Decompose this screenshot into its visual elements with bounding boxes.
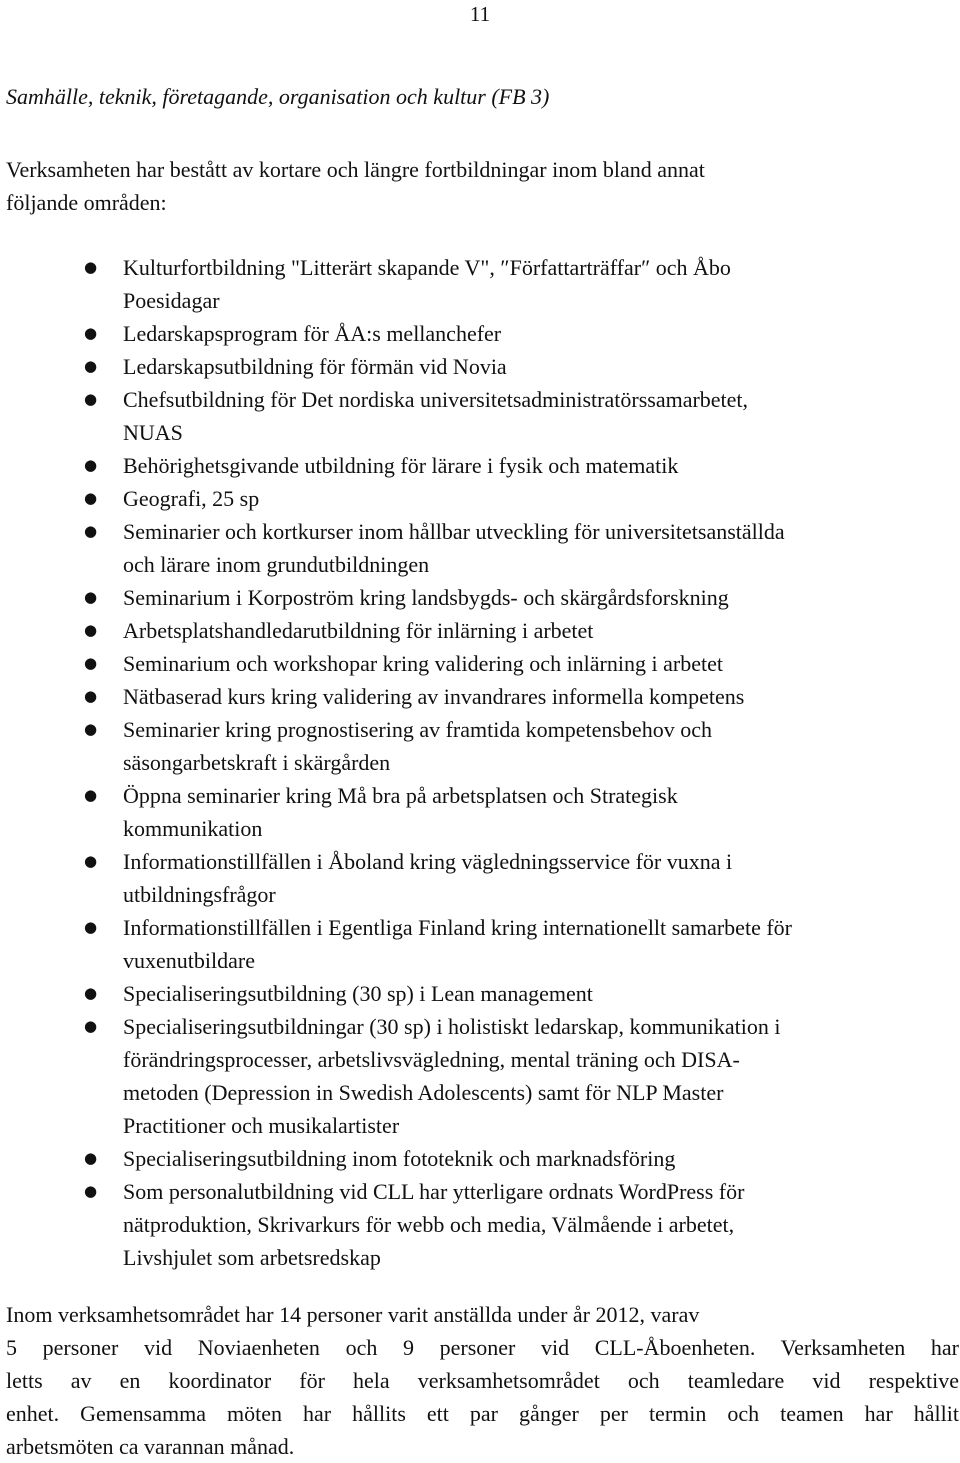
list-item (0, 317, 960, 350)
list-item (0, 614, 960, 647)
staffing-paragraph (6, 1298, 959, 1463)
list-item-text: Arbetsplatshandledarutbildning för inlärning i arbetet (123, 618, 594, 643)
list-item-text: utbildningsfrågor (123, 882, 276, 907)
list-item-text: Chefsutbildning för Det nordiska universitetsadministratörssamarbetet, (123, 387, 749, 412)
list-item-text: Practitioner och musikalartister (123, 1113, 400, 1138)
list-item-text: Seminarier och kortkurser inom hållbar utveckling för universitetsanställda (123, 519, 785, 544)
list-item (0, 713, 960, 779)
intro-line: följande områden: (6, 190, 167, 215)
bullet-icon: ● (84, 324, 98, 342)
bullet-icon: ● (84, 522, 98, 540)
list-item-text: säsongarbetskraft i skärgården (123, 750, 391, 775)
list-item (0, 449, 960, 482)
list-item-text: Poesidagar (123, 288, 220, 313)
list-item (0, 581, 960, 614)
list-item-text: metoden (Depression in Swedish Adolescents) samt för NLP Master (123, 1080, 724, 1105)
list-item (0, 383, 960, 449)
list-item (0, 515, 960, 581)
bullet-icon: ● (84, 489, 98, 507)
training-areas-list (0, 251, 960, 1274)
bullet-icon: ● (84, 654, 98, 672)
list-item (0, 1175, 960, 1274)
list-item-text: kommunikation (123, 816, 263, 841)
list-item-text: Informationstillfällen i Åboland kring vägledningsservice för vuxna i (123, 849, 733, 874)
list-item-text: Geografi, 25 sp (123, 486, 260, 511)
list-item-text: Kulturfortbildning "Litterärt skapande V", ″Författarträffar″ och Åbo (123, 255, 731, 280)
list-item (0, 1142, 960, 1175)
list-item-text: Seminarium i Korpoström kring landsbygds- och skärgårdsforskning (123, 585, 729, 610)
bullet-icon: ● (84, 621, 98, 639)
list-item (0, 350, 960, 383)
list-item-text: Livshjulet som arbetsredskap (123, 1245, 381, 1270)
bullet-icon: ● (84, 258, 98, 276)
list-item (0, 911, 960, 977)
bullet-icon: ● (84, 687, 98, 705)
list-item-text: Seminarium och workshopar kring validering och inlärning i arbetet (123, 651, 723, 676)
list-item-text: Som personalutbildning vid CLL har ytterligare ordnats WordPress för (123, 1179, 745, 1204)
page-number: 11 (469, 2, 491, 26)
list-item-text: Specialiseringsutbildning inom fototeknik och marknadsföring (123, 1146, 676, 1171)
list-item-text: Behörighetsgivande utbildning för lärare i fysik och matematik (123, 453, 679, 478)
staffing-line: arbetsmöten ca varannan månad. (6, 1434, 295, 1459)
list-item-text: förändringsprocesser, arbetslivsvägledning, mental träning och DISA- (123, 1047, 740, 1072)
list-item-text: nätproduktion, Skrivarkurs för webb och media, Välmående i arbetet, (123, 1212, 735, 1237)
list-item (0, 680, 960, 713)
bullet-icon: ● (84, 1149, 98, 1167)
list-item-text: Ledarskapsutbildning för förmän vid Novia (123, 354, 507, 379)
list-item (0, 845, 960, 911)
bullet-icon: ● (84, 456, 98, 474)
list-item-text: NUAS (123, 420, 183, 445)
intro-paragraph (6, 153, 886, 219)
staffing-line: 5 personer vid Noviaenheten och 9 personer vid CLL-Åboenheten. Verksamheten har (6, 1335, 959, 1360)
staffing-line: letts av en koordinator för hela verksamhetsområdet och teamledare vid respektive (6, 1368, 959, 1393)
bullet-icon: ● (84, 720, 98, 738)
list-item-text: Öppna seminarier kring Må bra på arbetsplatsen och Strategisk (123, 783, 678, 808)
bullet-icon: ● (84, 918, 98, 936)
list-item-text: vuxenutbildare (123, 948, 255, 973)
list-item (0, 647, 960, 680)
list-item-text: Ledarskapsprogram för ÅA:s mellanchefer (123, 321, 502, 346)
intro-line: Verksamheten har bestått av kortare och längre fortbildningar inom bland annat (6, 157, 705, 182)
staffing-line: enhet. Gemensamma möten har hållits ett par gånger per termin och teamen har hållit (6, 1401, 959, 1426)
bullet-icon: ● (84, 1182, 98, 1200)
list-item (0, 977, 960, 1010)
list-item (0, 779, 960, 845)
list-item-text: Seminarier kring prognostisering av framtida kompetensbehov och (123, 717, 712, 742)
bullet-icon: ● (84, 984, 98, 1002)
bullet-icon: ● (84, 357, 98, 375)
list-item (0, 1010, 960, 1142)
list-item-text: Specialiseringsutbildning (30 sp) i Lean management (123, 981, 593, 1006)
bullet-icon: ● (84, 390, 98, 408)
section-heading: Samhälle, teknik, företagande, organisation och kultur (FB 3) (6, 84, 550, 109)
bullet-icon: ● (84, 1017, 98, 1035)
bullet-icon: ● (84, 588, 98, 606)
list-item-text: och lärare inom grundutbildningen (123, 552, 430, 577)
bullet-icon: ● (84, 852, 98, 870)
list-item (0, 482, 960, 515)
list-item (0, 251, 960, 317)
list-item-text: Specialiseringsutbildningar (30 sp) i holistiskt ledarskap, kommunikation i (123, 1014, 781, 1039)
bullet-icon: ● (84, 786, 98, 804)
staffing-line: Inom verksamhetsområdet har 14 personer varit anställda under år 2012, varav (6, 1302, 700, 1327)
list-item-text: Nätbaserad kurs kring validering av invandrares informella kompetens (123, 684, 745, 709)
list-item-text: Informationstillfällen i Egentliga Finland kring internationellt samarbete för (123, 915, 792, 940)
